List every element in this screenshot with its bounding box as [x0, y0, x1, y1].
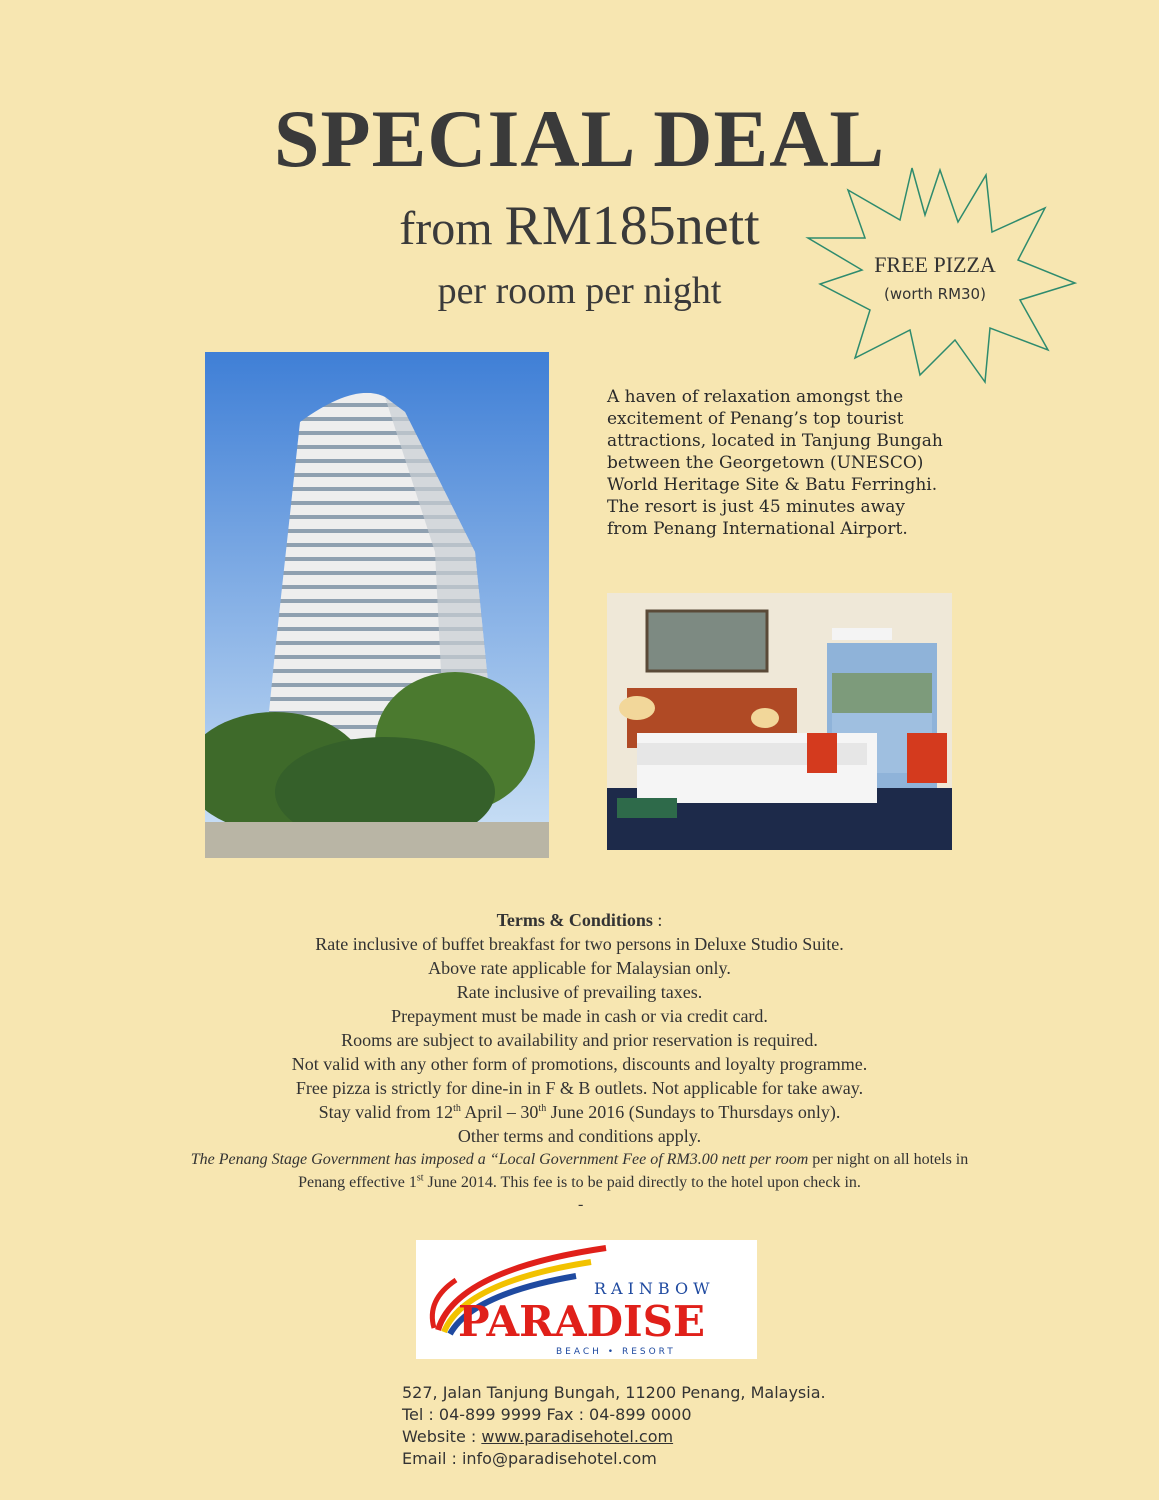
gov-rest: per night on all hotels in	[808, 1151, 969, 1168]
hotel-room-photo	[607, 593, 952, 850]
intro-line: World Heritage Site & Batu Ferringhi.	[607, 475, 938, 495]
website-link[interactable]: www.paradisehotel.com	[481, 1427, 674, 1446]
terms-line: Free pizza is strictly for dine-in in F & B outlets. Not applicable for take away.	[295, 1078, 864, 1098]
gov-line2-prefix: Penang effective 1	[298, 1174, 417, 1191]
logo-beach-resort: BEACH • RESORT	[556, 1347, 676, 1357]
stay-sup1: th	[453, 1103, 461, 1114]
gov-italic: The Penang Stage Government has imposed a “Local Government Fee of RM3.00 nett per room	[190, 1151, 809, 1168]
separator-dash: -	[578, 1196, 584, 1213]
intro-line: A haven of relaxation amongst the	[607, 387, 904, 407]
government-notice	[0, 1148, 1159, 1194]
price-amount: RM185nett	[504, 195, 760, 257]
contact-email: Email : info@paradisehotel.com	[402, 1449, 657, 1468]
terms-heading-line	[0, 908, 1159, 932]
logo-graphic	[416, 1240, 757, 1359]
contact-website-line	[402, 1426, 902, 1448]
contact-address: 527, Jalan Tanjung Bungah, 11200 Penang, Malaysia.	[402, 1383, 826, 1402]
intro-line: attractions, located in Tanjung Bungah	[607, 431, 943, 451]
free-pizza-title: FREE PIZZA	[874, 252, 996, 277]
free-pizza-worth: (worth RM30)	[884, 285, 986, 303]
terms-line: Prepayment must be made in cash or via credit card.	[391, 1006, 768, 1026]
free-pizza-starburst	[800, 160, 1080, 390]
terms-colon: :	[652, 910, 663, 930]
website-label: Website :	[402, 1427, 482, 1446]
gov-line-1	[0, 1148, 1159, 1171]
hotel-tower-photo	[205, 352, 549, 858]
intro-paragraph	[607, 386, 987, 540]
intro-line: between the Georgetown (UNESCO)	[607, 453, 924, 473]
stay-mid: April – 30	[460, 1102, 539, 1122]
gov-line2-sup: st	[416, 1172, 424, 1184]
terms-line: Rate inclusive of prevailing taxes.	[456, 982, 703, 1002]
logo-rainbow: RAINBOW	[594, 1279, 715, 1298]
terms-heading: Terms & Conditions	[496, 910, 653, 930]
resort-logo	[416, 1240, 757, 1359]
intro-line: excitement of Penang’s top tourist	[607, 409, 904, 429]
terms-line: Rooms are subject to availability and prior reservation is required.	[341, 1030, 818, 1050]
price-unit: per room per night	[437, 270, 722, 312]
stay-suffix: June 2016 (Sundays to Thursdays only).	[546, 1102, 841, 1122]
logo-paradise: PARADISE	[458, 1297, 706, 1346]
terms-line: Not valid with any other form of promotions, discounts and loyalty programme.	[291, 1054, 868, 1074]
gov-line2-suffix: June 2014. This fee is to be paid directly to the hotel upon check in.	[423, 1174, 861, 1191]
stay-sup2: th	[538, 1103, 547, 1114]
stay-prefix: Stay valid from 12	[318, 1102, 454, 1122]
terms-other: Other terms and conditions apply.	[457, 1126, 702, 1146]
headline: SPECIAL DEAL	[273, 93, 886, 184]
contact-tel-fax: Tel : 04-899 9999 Fax : 04-899 0000	[402, 1405, 692, 1424]
contact-block	[402, 1382, 902, 1470]
intro-line: from Penang International Airport.	[607, 519, 908, 539]
terms-line: Rate inclusive of buffet breakfast for two persons in Deluxe Studio Suite.	[315, 934, 844, 954]
price-from: from	[399, 202, 505, 255]
terms-line: Above rate applicable for Malaysian only.	[428, 958, 731, 978]
terms-section	[0, 908, 1159, 1148]
gov-line-2	[0, 1171, 1159, 1194]
terms-stay-line	[0, 1100, 1159, 1124]
intro-line: The resort is just 45 minutes away	[607, 497, 905, 517]
